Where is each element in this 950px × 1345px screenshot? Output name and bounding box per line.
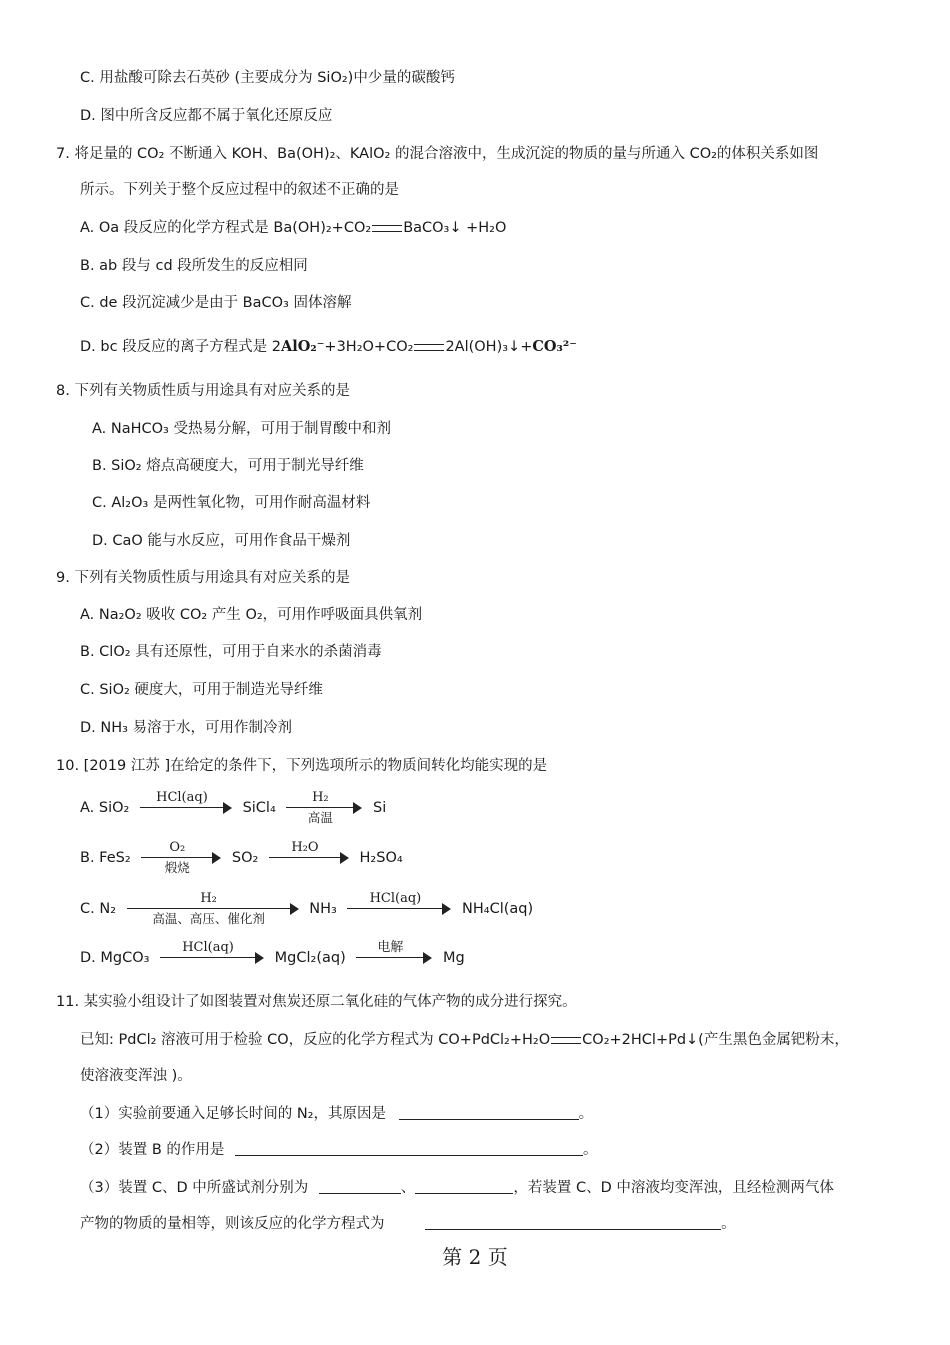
arrow-reagent: HCl(aq) [369,891,422,906]
q7-a-left: A. Oa 段反应的化学方程式是 Ba(OH)₂+CO₂ [80,220,372,236]
q10-b-mid: SO₂ [231,850,259,866]
q8-option-a: A. NaHCO₃ 受热易分解，可用于制胃酸中和剂 [92,421,391,437]
q7-option-c: C. de 段沉淀减少是由于 BaCO₃ 固体溶解 [80,295,352,311]
q9-stem: 9. 下列有关物质性质与用途具有对应关系的是 [56,570,350,586]
q10-option-c [80,891,533,927]
q7-d-mid: +3H₂O+CO₂ [324,339,414,355]
reaction-arrow-icon [356,940,432,976]
reaction-arrow-icon [127,891,299,927]
arrow-reagent: HCl(aq) [182,940,234,955]
reaction-arrow-icon [286,790,362,826]
equals-sign-icon [551,1037,581,1044]
q6-option-d: D. 图中所含反应都不属于氧化还原反应 [80,108,333,124]
q10-c-end: NH₄Cl(aq) [462,901,534,917]
q10-d-end: Mg [442,950,465,966]
q7-stem: 7. 将足量的 CO₂ 不断通入 KOH、Ba(OH)₂、KAlO₂ 的混合溶液中，生成沉淀的物质的量与所通入 CO₂的体积关系如图 [56,146,819,162]
reaction-arrow-icon [141,840,221,876]
reaction-arrow-icon [269,840,349,876]
q11-p3-cont-text: 产物的物质的量相等，则该反应的化学方程式为 [80,1216,385,1232]
q11-p3-end: 。 [721,1216,736,1232]
reaction-arrow-icon [140,790,232,826]
q6-option-c: C. 用盐酸可除去石英砂 (主要成分为 SiO₂)中少量的碳酸钙 [80,70,455,86]
q10-a-end: Si [372,800,387,816]
q11-part-3-cont [80,1214,736,1234]
answer-blank[interactable] [399,1105,579,1120]
answer-blank[interactable] [425,1215,721,1230]
q11-p2-text: （2）装置 B 的作用是 [80,1142,225,1158]
q7-d-co3: CO₃²⁻ [532,338,577,355]
q9-option-d: D. NH₃ 易溶于水，可用作制冷剂 [80,720,293,736]
q8-stem: 8. 下列有关物质性质与用途具有对应关系的是 [56,383,350,399]
q7-stem-cont: 所示。下列关于整个反应过程中的叙述不正确的是 [80,182,399,198]
q8-option-b: B. SiO₂ 熔点高硬度大，可用于制光导纤维 [92,458,364,474]
q11-known-left: 已知: PdCl₂ 溶液可用于检验 CO，反应的化学方程式为 CO+PdCl₂+H₂O [80,1032,551,1048]
equals-sign-icon [372,225,402,232]
q11-known-right: CO₂+2HCl+Pd↓(产生黑色金属钯粉末， [582,1032,849,1048]
q7-option-d [80,337,577,357]
q11-stem: 11. 某实验小组设计了如图装置对焦炭还原二氧化硅的气体产物的成分进行探究。 [56,994,577,1010]
equals-sign-icon [414,344,444,351]
arrow-reagent: HCl(aq) [156,790,208,805]
q10-stem: 10. [2019 江苏 ]在给定的条件下，下列选项所示的物质间转化均能实现的是 [56,758,548,774]
q7-option-b: B. ab 段与 cd 段所发生的反应相同 [80,258,308,274]
q10-b-start: B. FeS₂ [80,850,131,866]
page-number: 第 2 页 [442,1245,508,1269]
q10-option-a [80,790,386,826]
reaction-arrow-icon [347,891,451,927]
q11-p2-end: 。 [583,1142,598,1158]
arrow-condition: 高温 [307,810,333,825]
q9-option-c: C. SiO₂ 硬度大，可用于制造光导纤维 [80,682,323,698]
q9-option-a: A. Na₂O₂ 吸收 CO₂ 产生 O₂，可用作呼吸面具供氧剂 [80,607,423,623]
arrow-reagent: 电解 [377,940,404,955]
q8-option-c: C. Al₂O₃ 是两性氧化物，可用作耐高温材料 [92,495,371,511]
q11-part-2 [80,1140,598,1160]
q7-d-left: D. bc 段反应的离子方程式是 2 [80,339,282,355]
q7-d-alo2: AlO₂⁻ [281,338,325,355]
q10-d-start: D. MgCO₃ [80,950,150,966]
arrow-condition: 煅烧 [164,860,190,875]
reaction-arrow-icon [160,940,264,976]
q11-p3-post: ，若装置 C、D 中溶液均变浑浊，且经检测两气体 [513,1180,834,1196]
q10-option-b [80,840,403,876]
q11-p3-text: （3）装置 C、D 中所盛试剂分别为 [80,1180,309,1196]
q10-b-end: H₂SO₄ [359,850,403,866]
q10-option-d [80,940,465,976]
q11-known [80,1030,849,1050]
q8-option-d: D. CaO 能与水反应，可用作食品干燥剂 [92,533,351,549]
q10-c-mid: NH₃ [309,901,337,917]
q9-option-b: B. ClO₂ 具有还原性，可用于自来水的杀菌消毒 [80,644,382,660]
arrow-reagent: H₂ [312,790,329,805]
arrow-reagent: H₂ [200,891,217,906]
q11-known-cont: 使溶液变浑浊 )。 [80,1068,192,1084]
q11-part-3 [80,1178,834,1198]
arrow-reagent: O₂ [169,840,186,855]
q11-p1-end: 。 [578,1106,594,1122]
q10-a-start: A. SiO₂ [80,800,130,816]
q11-p3-sep: 、 [400,1180,416,1196]
q10-a-mid: SiCl₄ [242,800,276,816]
q11-p1-text: （1）实验前要通入足够长时间的 N₂，其原因是 [80,1106,386,1122]
answer-blank[interactable] [235,1141,583,1156]
q7-a-right: BaCO₃↓ +H₂O [403,220,507,236]
answer-blank[interactable] [415,1179,513,1194]
q7-option-a [80,218,506,238]
arrow-reagent: H₂O [291,840,319,855]
arrow-condition: 高温、高压、催化剂 [152,911,265,926]
answer-blank[interactable] [319,1179,401,1194]
q10-c-start: C. N₂ [80,901,117,917]
q11-part-1 [80,1104,593,1124]
q10-d-mid: MgCl₂(aq) [274,950,346,966]
q7-d-right: 2Al(OH)₃↓+ [445,339,533,355]
